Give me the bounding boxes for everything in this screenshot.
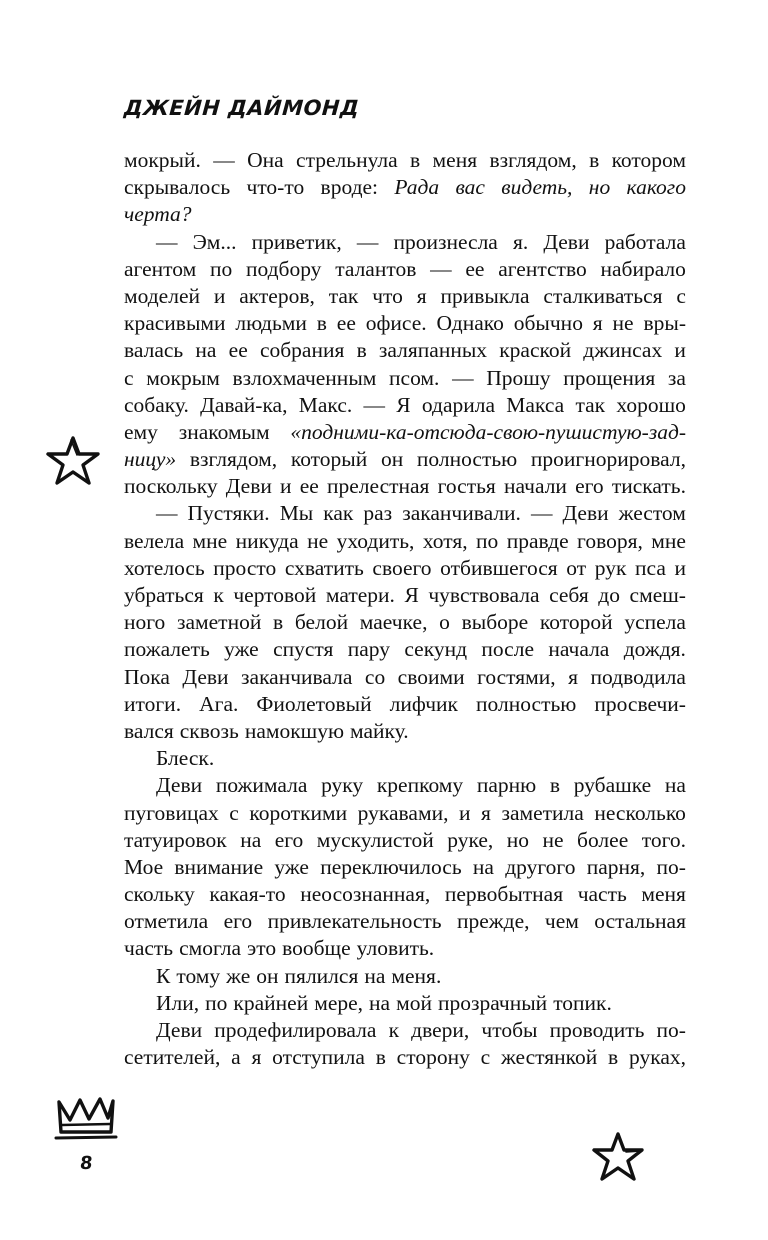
- text-line: скрывалось что-то вроде: Рада вас видеть, но какого: [124, 175, 686, 200]
- running-head: ДЖЕЙН ДАЙМОНД: [123, 96, 361, 120]
- page-number: 8: [78, 1153, 94, 1174]
- text-line: Деви пожимала руку крепкому парню в рубашке на: [156, 773, 686, 798]
- star-icon: [590, 1130, 646, 1184]
- text-line: ного заметной в белой маечке, о выборе которой успела: [124, 610, 686, 635]
- text-line: Мое внимание уже переключилось на другого парня, по-: [124, 854, 686, 879]
- text-line: Блеск.: [156, 746, 215, 771]
- text-line: Деви продефилировала к двери, чтобы проводить по-: [156, 1018, 686, 1042]
- text-line: черта?: [124, 202, 192, 227]
- text-line: моделей и актеров, так что я привыкла сталкиваться с: [124, 283, 686, 308]
- text-line: хотелось просто схватить своего отбившегося от рук пса и: [124, 555, 686, 580]
- text-line: сетителей, а я отступила в сторону с жестянкой в руках,: [124, 1045, 686, 1070]
- crown-icon: [54, 1092, 118, 1144]
- text-line: красивыми людьми в ее офисе. Однако обычно я не вры-: [124, 311, 686, 336]
- text-line: вался сквозь намокшую майку.: [124, 718, 409, 743]
- text-line: агентом по подбору талантов — ее агентство набирало: [124, 256, 686, 281]
- text-line: итоги. Ага. Фиолетовый лифчик полностью просвечи-: [124, 691, 686, 716]
- body-text: [124, 147, 686, 1071]
- text-line: с мокрым взлохмаченным псом. — Прошу прощения за: [124, 365, 686, 390]
- text-line: отметила его привлекательность прежде, чем остальная: [124, 909, 686, 934]
- text-line: К тому же он пялился на меня.: [156, 963, 442, 988]
- text-line: ему знакомым «подними-ка-отсюда-свою-пушистую-зад-: [124, 419, 686, 444]
- text-line: часть смогла это вообще уловить.: [124, 936, 435, 961]
- text-line: валась на ее собрания в заляпанных краской джинсах и: [124, 338, 686, 363]
- text-line: собаку. Давай-ка, Макс. — Я одарила Макса так хорошо: [124, 392, 686, 417]
- text-line: ницу» взглядом, который он полностью проигнорировал,: [124, 447, 686, 472]
- text-line: пожалеть уже спустя пару секунд после начала дождя.: [124, 637, 686, 662]
- text-line: мокрый. — Она стрельнула в меня взглядом, в котором: [124, 148, 686, 172]
- text-line: Или, по крайней мере, на мой прозрачный топик.: [156, 990, 612, 1015]
- text-line: убраться к чертовой матери. Я чувствовала себя до смеш-: [124, 583, 686, 607]
- text-line: — Пустяки. Мы как раз заканчивали. — Деви жестом: [156, 501, 686, 526]
- star-icon: [44, 434, 102, 488]
- text-line: — Эм... приветик, — произнесла я. Деви работала: [156, 229, 686, 254]
- text-line: поскольку Деви и ее прелестная гостья начали его тискать.: [124, 474, 686, 499]
- text-line: Пока Деви заканчивала со своими гостями, я подводила: [124, 664, 686, 689]
- text-line: скольку какая-то неосознанная, первобытная часть меня: [124, 882, 686, 907]
- text-line: велела мне никуда не уходить, хотя, по правде говоря, мне: [124, 528, 686, 553]
- text-line: пуговицах с короткими рукавами, и я заметила несколько: [124, 800, 686, 825]
- text-line: татуировок на его мускулистой руке, но не более того.: [124, 827, 686, 852]
